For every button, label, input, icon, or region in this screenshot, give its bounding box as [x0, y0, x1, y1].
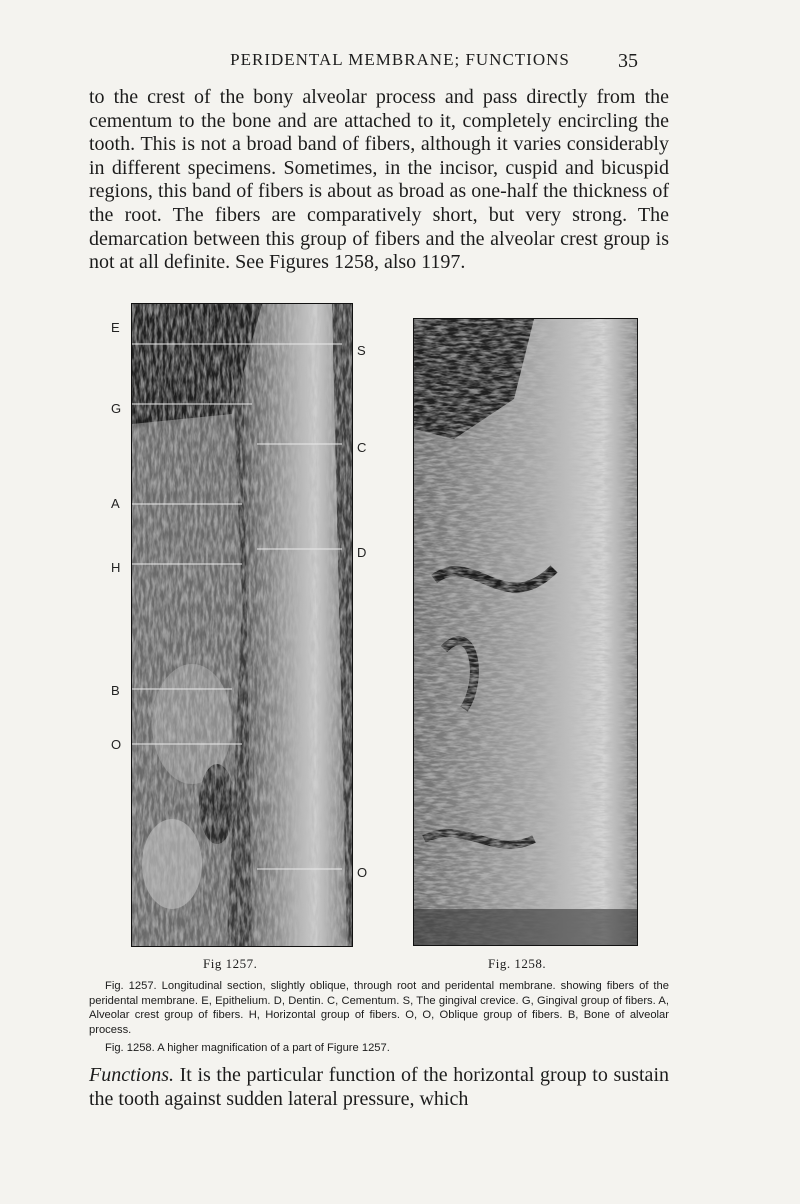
page-number: 35 — [618, 50, 638, 72]
fig1257-label-s: S — [357, 343, 366, 358]
fig1257-label-g: G — [111, 401, 122, 416]
section-text: It is the particular function of the horizontal group to sustain the tooth against sudden lateral pressure, which — [89, 1064, 669, 1110]
section-paragraph — [89, 1064, 669, 1111]
caption-fig1257: Fig. 1257. Longitudinal section, slightly oblique, through root and peridental membrane. showing fibers of the peridental membrane. E, Epithelium. D, Dentin. C, Cementum. S, The gingival crevice. G, Gingival group of fibers. A, Alveolar crest group of fibers. H, Horizontal group of fibers. O, O, Oblique group of fibers. B, Bone of alveolar process. — [89, 980, 669, 1036]
fig1257-label-e: E — [111, 320, 120, 335]
running-head: PERIDENTAL MEMBRANE; FUNCTIONS — [230, 50, 570, 69]
section-heading: Functions. — [89, 1064, 174, 1086]
body-paragraph: to the crest of the bony alveolar process and pass directly from the cementum to the bone and are attached to it, completely encircling the tooth. This is not a broad band of fibers, although it varies considerably in different specimens. Sometimes, in the incisor, cuspid and bicuspid regions, this band of fibers is about as broad as one-half the thickness of the root. The fibers are comparatively short, but very strong. The demarcation between this group of fibers and the alveolar crest group is not at all definite. See Figures 1258, also 1197. — [89, 86, 669, 274]
fig1257-label-d: D — [357, 545, 367, 560]
fig1257-label-c: C — [357, 440, 367, 455]
fig1257-label-o-right: O — [357, 865, 368, 880]
fig1257-label-h: H — [111, 560, 121, 575]
caption-fig1258: Fig. 1258. A higher magnification of a part of Figure 1257. — [105, 1042, 390, 1055]
fig1257-label-a: A — [111, 496, 120, 511]
figure-1257-micrograph — [131, 303, 353, 947]
fig1257-label-o-left: O — [111, 737, 122, 752]
fig1258-caption-label: Fig. 1258. — [488, 956, 547, 971]
fig1257-label-b: B — [111, 683, 120, 698]
figure-1258-micrograph — [413, 318, 638, 946]
fig1257-caption-label: Fig 1257. — [203, 956, 258, 971]
captions — [89, 979, 669, 1060]
